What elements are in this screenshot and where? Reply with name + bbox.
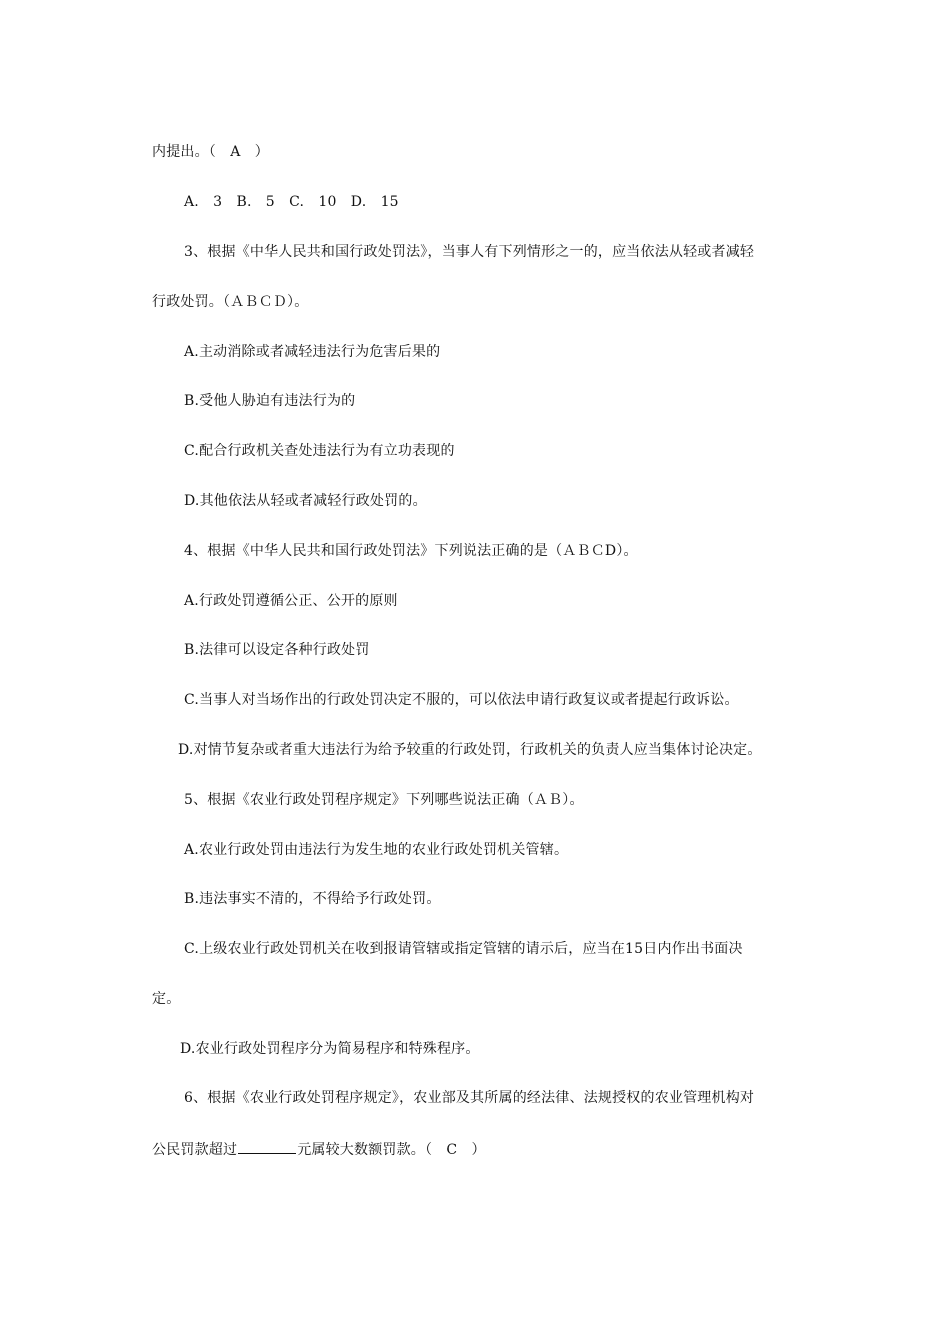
question-4: 4、根据《中华人民共和国行政处罚法》下列说法正确的是（ＡＢＣD）。	[184, 543, 638, 559]
option-d: D.农业行政处罚程序分为简易程序和特殊程序。	[180, 1041, 480, 1057]
option-a: A.农业行政处罚由违法行为发生地的农业行政处罚机关管辖。	[184, 842, 569, 858]
option-c: C.上级农业行政处罚机关在收到报请管辖或指定管辖的请示后，应当在15日内作出书面决	[184, 941, 743, 957]
question-3: 3、根据《中华人民共和国行政处罚法》，当事人有下列情形之一的，应当依法从轻或者减轻	[184, 244, 755, 260]
option-a: A.行政处罚遵循公正、公开的原则	[184, 593, 398, 609]
options-line: A. 3 B. 5 C. 10 D. 15	[184, 194, 399, 210]
text-line: 定。	[152, 991, 181, 1007]
text-line: 行政处罚。（ＡＢＣＤ）。	[152, 294, 309, 310]
option-c: C.配合行政机关查处违法行为有立功表现的	[184, 443, 455, 459]
question-6-continued	[152, 1139, 486, 1159]
fill-in-blank	[238, 1139, 296, 1154]
text-line: 内提出。（ A ）	[152, 144, 269, 160]
option-b: B.法律可以设定各种行政处罚	[184, 642, 370, 658]
option-c: C.当事人对当场作出的行政处罚决定不服的，可以依法申请行政复议或者提起行政诉讼。	[184, 692, 739, 708]
option-b: B.违法事实不清的，不得给予行政处罚。	[184, 891, 441, 907]
text-before-blank: 公民罚款超过	[152, 1142, 238, 1158]
question-5: 5、根据《农业行政处罚程序规定》下列哪些说法正确（ＡＢ）。	[184, 792, 584, 808]
option-d: D.其他依法从轻或者减轻行政处罚的。	[184, 493, 427, 509]
text-after-blank: 元属较大数额罚款。（ C ）	[297, 1142, 486, 1158]
option-b: B.受他人胁迫有违法行为的	[184, 393, 356, 409]
question-6: 6、根据《农业行政处罚程序规定》，农业部及其所属的经法律、法规授权的农业管理机构对	[184, 1090, 755, 1106]
option-a: A.主动消除或者减轻违法行为危害后果的	[184, 344, 441, 360]
option-d: D.对情节复杂或者重大违法行为给予较重的行政处罚，行政机关的负责人应当集体讨论决定。	[178, 742, 762, 758]
